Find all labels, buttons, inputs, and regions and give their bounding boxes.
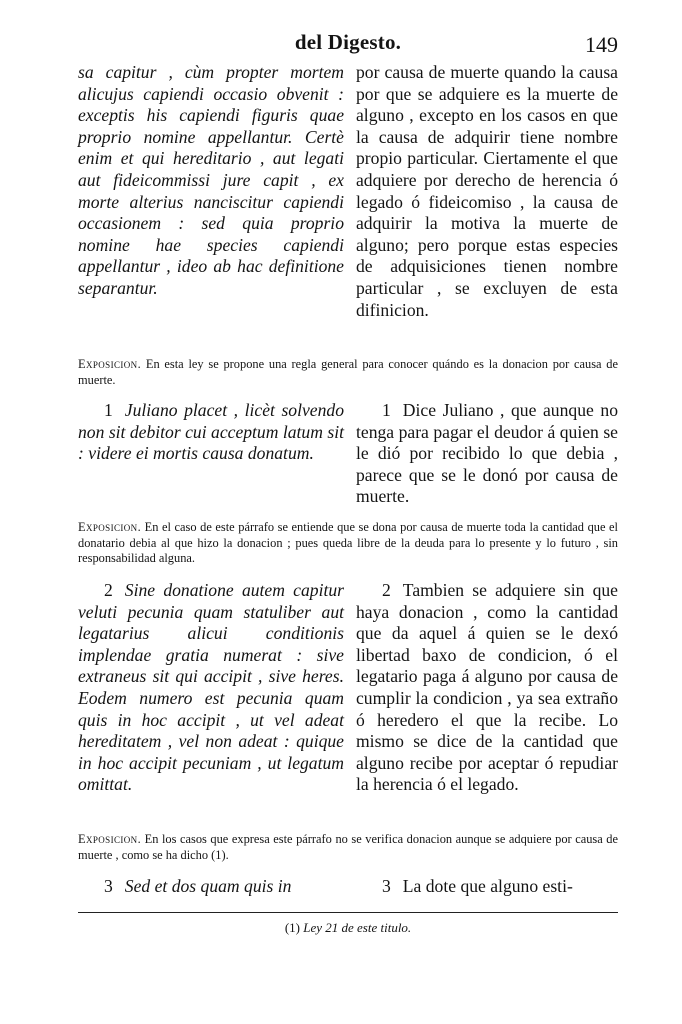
footnote-divider	[78, 912, 618, 913]
spanish-text: La dote que alguno esti-	[402, 876, 573, 896]
paragraph-number: 3	[382, 876, 391, 896]
latin-paragraph	[78, 876, 344, 898]
paragraph-number: 3	[104, 876, 113, 896]
latin-text: Sine donatione autem capitur veluti pecunia quam statuliber aut legatarius alicui conditionis implendae gratia numerat : sive extraneus sit qui accipit , sive heres. Eodem numero est pecunia quam quis in hoc accipit , ut vel adeat hereditatem , vel non adeat : quique in hoc accipit pecuniam , ut legatum omittat.	[78, 580, 344, 795]
latin-text: sa capitur , cùm propter mortem alicujus capiendi occasio obvenit : exceptis his capiendi figuris quae proprio nomine appellantur. Certè enim et qui hereditario , aut legati aut fideicommissi jure capit , ex morte alterius nanciscitur capiendi occasionem : sed quia proprio nomine hae species capiendi appellantur , ideo ab hac definitione separantur.	[78, 62, 344, 298]
exposition-text: En esta ley se propone una regla general para conocer quándo es la donacion por causa de muerte.	[78, 357, 618, 387]
bilingual-section	[78, 580, 618, 796]
latin-paragraph	[78, 580, 344, 796]
paragraph-number: 2	[382, 580, 391, 600]
spanish-text: por causa de muerte quando la causa por que se adquiere es la muerte de alguno , excepto en los casos en que la causa de adquirir tiene nombre propio particular. Ciertamente el que adquiere por derecho de herencia ó legado ó fideicomiso , la causa de adquirir la motiva la muerte de alguno; pero porque estas especies de adquisiciones tienen nombre particular , se excluyen de esta difinicion.	[356, 62, 618, 320]
paragraph-number: 2	[104, 580, 113, 600]
exposition-note	[78, 832, 618, 863]
bilingual-section	[78, 62, 618, 321]
bilingual-section	[78, 400, 618, 508]
running-title: del Digesto.	[294, 30, 402, 54]
paragraph-number: 1	[382, 400, 391, 420]
spanish-text: Dice Juliano , que aunque no tenga para pagar el deudor á quien se le dió por recibido lo que debia , parece que se le donó por causa de muerte.	[356, 400, 618, 507]
exposition-note	[78, 520, 618, 567]
spanish-paragraph	[356, 580, 618, 796]
latin-text: Juliano placet , licèt solvendo non sit debitor cui acceptum latum sit : videre ei mortis causa donatum.	[78, 400, 344, 464]
spanish-paragraph	[356, 400, 618, 508]
exposition-label: Exposicion.	[78, 832, 142, 846]
latin-paragraph	[78, 400, 344, 508]
spanish-paragraph	[356, 876, 618, 898]
exposition-label: Exposicion.	[78, 357, 142, 371]
footnote-text: Ley 21 de este titulo.	[303, 920, 412, 935]
footnote-mark: (1)	[284, 920, 300, 935]
latin-text: Sed et dos quam quis in	[124, 876, 292, 896]
page-header	[78, 30, 618, 60]
page-number: 149	[585, 32, 618, 57]
exposition-label: Exposicion.	[78, 520, 142, 534]
exposition-text: En los casos que expresa este párrafo no se verifica donacion aunque se adquiere por causa de muerte , como se ha dicho (1).	[78, 832, 618, 862]
exposition-note	[78, 357, 618, 388]
footnote	[78, 920, 618, 936]
paragraph-number: 1	[104, 400, 113, 420]
exposition-text: En el caso de este párrafo se entiende que se dona por causa de muerte toda la cantidad que el donatario debia al que hizo la donacion ; pues queda libre de la deuda para lo presente y lo futuro , sin responsabilidad alguna.	[78, 520, 618, 566]
spanish-text: Tambien se adquiere sin que haya donacion , como la cantidad que da aquel á quien se le dexó libertad baxo de condicion, ó el legatario paga á alguno por causa de cumplir la condicion , ya sea extraño ó heredero el que la recibe. Lo mismo se dice de la cantidad que alguno recibe por aceptar ó repudiar la herencia ó el legado.	[356, 580, 618, 795]
bilingual-section	[78, 876, 618, 898]
